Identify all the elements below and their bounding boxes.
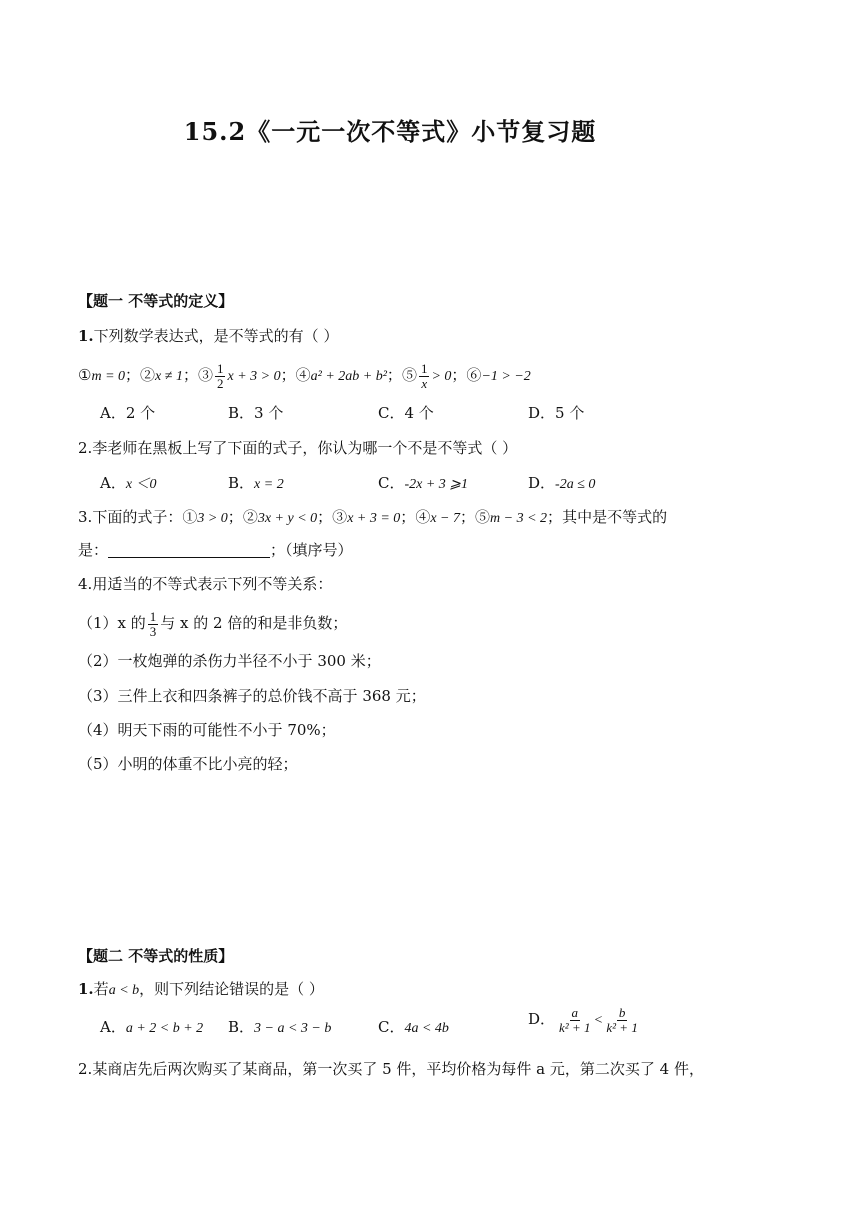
expr-4: a² + 2ab + b² xyxy=(310,369,387,385)
s1-q1-expressions: ①m = 0；②x ≠ 1；③ $\frac{1}{2}$ x + 3 > 0；④a² + 2ab + b²；⑤ $\frac{1}{x}$ > 0；⑥−1 > −2 xyxy=(78,361,531,391)
s2-q1-number: 1. xyxy=(78,980,94,998)
s1-q3-number: 3. xyxy=(78,508,93,526)
circled-6: ⑥ xyxy=(466,366,482,385)
s1-q3-line1: 3.下面的式子：①3 > 0；②3x + y < 0；③x + 3 = 0；④x − 7；⑤m − 3 < 2；其中是不等式的 xyxy=(78,508,668,526)
fraction-b-over-k2plus1: $\frac{b}{\text{k² + 1}}$ xyxy=(606,1005,638,1035)
option-c: C．4 个 xyxy=(378,404,434,422)
section2-heading: 【题二 不等式的性质】 xyxy=(78,947,234,965)
option-c: C．4a < 4b xyxy=(378,1018,449,1036)
s1-q4-part3: （3）三件上衣和四条裤子的总价钱不高于 368 元； xyxy=(78,687,426,705)
circled-2: ② xyxy=(140,366,156,385)
option-d: D． $\frac{a}{\text{k² + 1}}$ < $\frac{b}{\text{k² + 1}}$ xyxy=(528,1005,638,1035)
option-b: B．3 − a < 3 − b xyxy=(228,1018,332,1036)
s1-q4-number: 4. xyxy=(78,575,93,593)
fraction-a-over-k2plus1: $\frac{a}{\text{k² + 1}}$ xyxy=(559,1005,591,1035)
s1-q2-text: 李老师在黑板上写了下面的式子，你认为哪一个不是不等式（ ） xyxy=(92,439,518,457)
answer-blank[interactable] xyxy=(108,541,270,558)
option-a: A．2 个 xyxy=(100,404,156,422)
s1-q4-part5: （5）小明的体重不比小亮的轻； xyxy=(78,755,298,773)
s1-q1-number: 1. xyxy=(78,327,94,345)
circled-3: ③ xyxy=(197,366,213,385)
s2-q2-stem: 2.某商店先后两次购买了某商品，第一次买了 5 件，平均价格为每件 a 元，第二次买了 4 件， xyxy=(78,1060,704,1078)
option-a: A．x ＜0 xyxy=(100,474,157,492)
s1-q4-stem: 4.用适当的不等式表示下列不等关系： xyxy=(78,575,333,593)
option-d: D．-2a ≤ 0 xyxy=(528,474,596,492)
s1-q2-stem xyxy=(78,437,517,459)
s1-q2-number: 2. xyxy=(78,439,93,457)
expr-1: m = 0 xyxy=(91,369,126,385)
expr-6: −1 > −2 xyxy=(481,369,531,385)
fraction-half: $\frac{1}{2}$ xyxy=(216,361,224,391)
s2-q1-stem: 1.若a < b，则下列结论错误的是（ ） xyxy=(78,980,324,998)
option-a: A．a + 2 < b + 2 xyxy=(100,1018,204,1036)
option-b: B．3 个 xyxy=(228,404,284,422)
option-d: D．5 个 xyxy=(528,404,585,422)
s1-q4-part4: （4）明天下雨的可能性不小于 70%； xyxy=(78,721,336,739)
fraction-one-over-x: $\frac{1}{x}$ xyxy=(420,361,428,391)
fraction-third: $\frac{1}{3}$ xyxy=(149,609,157,639)
s1-q3-line2: 是： ；（填序号） xyxy=(78,541,353,559)
s2-q2-number: 2. xyxy=(78,1060,93,1078)
section1-heading: 【题一 不等式的定义】 xyxy=(78,292,234,310)
expr-3: x + 3 > 0 xyxy=(227,369,281,385)
option-b: B．x = 2 xyxy=(228,474,284,492)
expr-5: > 0 xyxy=(431,369,452,385)
expr-2: x ≠ 1 xyxy=(155,369,183,385)
s1-q1-stem xyxy=(78,325,338,347)
s1-q4-part2: （2）一枚炮弹的杀伤力半径不小于 300 米； xyxy=(78,652,381,670)
page-title: 15.2《一元一次不等式》小节复习题 xyxy=(183,117,597,146)
option-c: C．-2x + 3 ⩾1 xyxy=(378,474,469,492)
s1-q1-text: 下列数学表达式，是不等式的有（ ） xyxy=(93,327,339,345)
circled-4: ④ xyxy=(295,366,311,385)
circled-1: ① xyxy=(78,366,92,385)
s1-q4-part1: （1）x 的 $\frac{1}{3}$ 与 x 的 2 倍的和是非负数； xyxy=(78,609,348,639)
circled-5: ⑤ xyxy=(401,366,417,385)
